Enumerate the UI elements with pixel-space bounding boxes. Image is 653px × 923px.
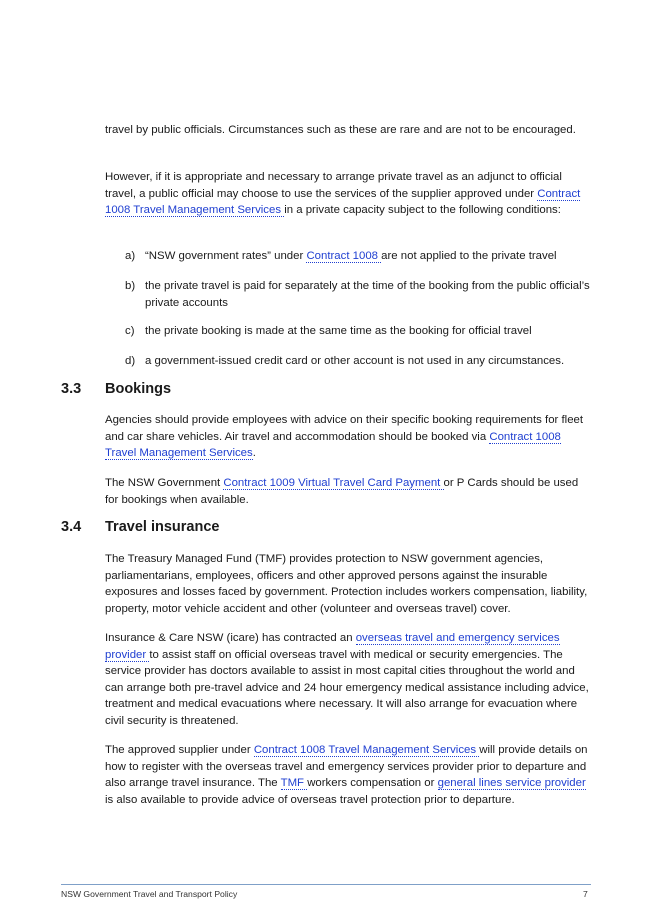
paragraph-text: The Treasury Managed Fund (TMF) provides protection to NSW government agencies, parliamentarians, employees, officers and other approved persons against the insurable exposures and losses faced by government. Protection includes workers compensation, liability, property, motor vehicle accident and other (volunteer and overseas travel) cover. xyxy=(105,553,588,615)
contract-1008-link[interactable]: Contract 1008 xyxy=(306,250,382,262)
list-text: the private booking is made at the same time as the booking for official travel xyxy=(145,325,532,337)
contract-1008-link[interactable]: Contract 1008 Travel Management Services xyxy=(253,744,480,756)
paragraph-text: is also available to provide advice of overseas travel protection prior to departure. xyxy=(105,793,515,806)
paragraph-text: in a private capacity subject to the following conditions: xyxy=(284,204,561,217)
page-number: 7 xyxy=(583,889,588,899)
paragraph-text: Agencies should provide employees with advice on their specific booking requirements for fleet and car share vehicles. Air travel and accommodation should be booked via xyxy=(105,414,584,443)
paragraph-text: The approved supplier under xyxy=(105,744,254,756)
paragraph-text: to assist staff on official overseas travel with medical or security emergencies. The service provider has doctors available to assist in most capital cities throughout the world and can arrange both pre-travel advice and 24 hour emergency medical assistance including advice, treatment and medical evacuations where necessary. It will also arrange for evacuation where civil security is threatened. xyxy=(105,648,589,727)
paragraph-icare xyxy=(105,630,591,730)
paragraph-text: will provide details on how to register with the overseas travel and emergency services provider prior to departure and also arrange travel insurance. The xyxy=(105,744,588,790)
paragraph-text: Insurance & Care NSW (icare) has contracted an xyxy=(105,632,356,644)
section-title: Travel insurance xyxy=(105,519,220,535)
contract-1008-link[interactable]: Contract 1008 Travel Management Services xyxy=(105,187,581,217)
section-number: 3.3 xyxy=(61,381,82,397)
list-text: “NSW government rates” under xyxy=(145,250,307,262)
paragraph-text: . xyxy=(252,447,256,460)
contract-1009-link[interactable]: Contract 1009 Virtual Travel Card Payment xyxy=(223,477,444,489)
tmf-link[interactable]: TMF xyxy=(280,777,308,790)
paragraph-bookings xyxy=(105,412,591,462)
paragraph-approved-supplier xyxy=(105,742,591,808)
footer-title: NSW Government Travel and Transport Policy xyxy=(61,889,238,899)
list-letter: a) xyxy=(125,250,136,262)
paragraph-private-travel xyxy=(105,169,591,219)
paragraph-text: travel by public officials. Circumstances such as these are rare and are not to be encouraged. xyxy=(105,124,576,136)
overseas-provider-link[interactable]: overseas travel and emergency services provider xyxy=(105,632,560,661)
general-lines-provider-link[interactable]: general lines service provider xyxy=(437,777,586,790)
list-text: the private travel is paid for separately at the time of the booking from the public official’s private accounts xyxy=(145,280,590,309)
list-letter: c) xyxy=(125,325,135,337)
paragraph-virtual-card xyxy=(105,475,591,508)
section-title: Bookings xyxy=(105,381,172,397)
section-number: 3.4 xyxy=(61,519,82,535)
paragraph-intro xyxy=(105,122,591,139)
list-text: a government-issued credit card or other account is not used in any circumstances. xyxy=(145,355,565,367)
paragraph-text: The NSW Government xyxy=(105,477,224,489)
list-letter: b) xyxy=(125,280,136,292)
paragraph-tmf xyxy=(105,551,591,617)
list-letter: d) xyxy=(125,355,136,367)
contract-1008-link[interactable]: Contract 1008 Travel Management Services xyxy=(105,430,561,460)
footer-divider xyxy=(61,884,591,885)
paragraph-text: However, if it is appropriate and necessary to arrange private travel as an adjunct to official travel, a public official may choose to use the services of the supplier approved under xyxy=(105,171,562,200)
paragraph-text: workers compensation or xyxy=(307,777,438,790)
paragraph-text: or P Cards should be used for bookings when available. xyxy=(105,477,579,506)
list-text: are not applied to the private travel xyxy=(381,250,557,262)
